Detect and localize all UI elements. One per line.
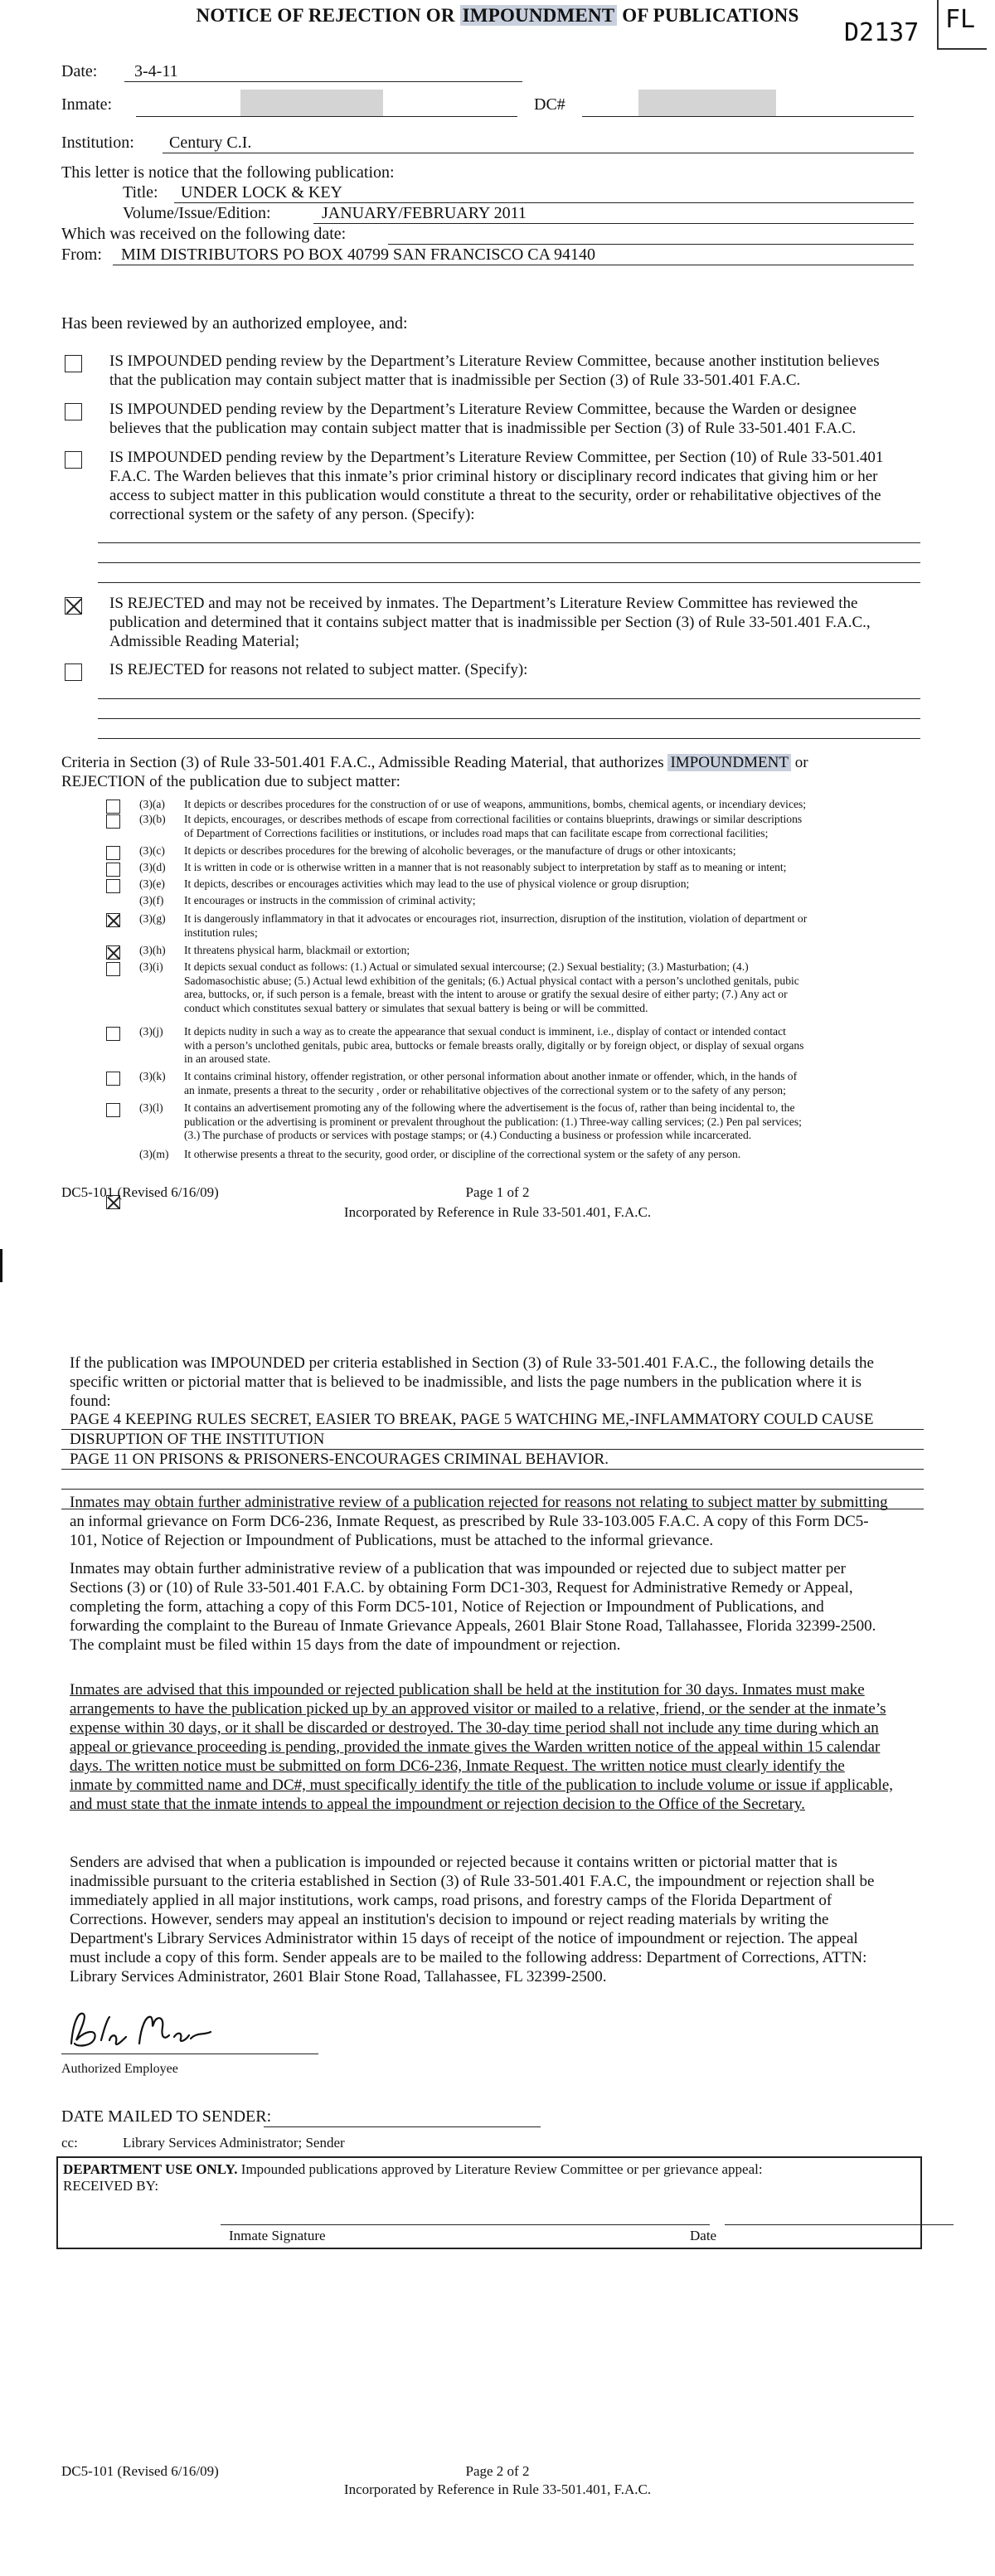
criteria-checkbox-j[interactable] <box>106 1027 120 1041</box>
from-value: MIM DISTRIBUTORS PO BOX 40799 SAN FRANCISCO CA 94140 <box>121 245 595 264</box>
criteria-highlight: IMPOUNDMENT <box>667 754 791 771</box>
criteria-checkbox-d[interactable] <box>106 863 120 877</box>
criteria-checkbox-a[interactable] <box>106 800 120 814</box>
pub-title-label: Title: <box>123 183 158 202</box>
criteria-code-g: (3)(g) <box>139 912 166 925</box>
specify-line-5 <box>98 718 920 719</box>
criteria-text-j: It depicts nudity in such a way as to create the appearance that sexual conduct is imminent, i.e., display of contact or intended contact with a person’s unclothed genitals, pubic area, buttocks or female breasts orally, digitally or by foreign object, or display of sexual organs in an aroused state. <box>184 1025 804 1065</box>
criteria-text-m: It otherwise presents a threat to the security, good order, or discipline of the correctional system or the safety of any person. <box>184 1148 741 1160</box>
page-number-1: Page 1 of 2 <box>465 1184 530 1200</box>
incorporated-note-1: Incorporated by Reference in Rule 33-501.401, F.A.C. <box>343 1204 652 1220</box>
institution-value: Century C.I. <box>169 134 252 152</box>
specify-line-4 <box>98 698 920 699</box>
received-by-label: RECEIVED BY: <box>63 2178 159 2194</box>
department-use-heading: DEPARTMENT USE ONLY. Impounded publications approved by Literature Review Committee or per grievance appeal: <box>63 2161 763 2177</box>
specify-line-6 <box>98 738 920 739</box>
from-label: From: <box>61 245 102 264</box>
received-date-line-box[interactable] <box>725 2224 954 2225</box>
inmate-signature-label: Inmate Signature <box>229 2228 326 2243</box>
form-number-2: DC5-101 (Revised 6/16/09) <box>61 2463 219 2479</box>
date-mailed-line <box>264 2126 541 2127</box>
criteria-checkbox-f-checked[interactable] <box>106 913 120 927</box>
dc-label: DC# <box>534 95 565 114</box>
date-label: Date: <box>61 62 98 80</box>
criteria-text-i: It depicts sexual conduct as follows: (1.) Actual or simulated sexual intercourse; (2.) Sexual bestiality; (3.) Masturbation; (4.) Sadomasochistic abuse; (5.) Actual lewd exhibition of the genitals; (6.) Actual physical contact with a person’s unclothed genitals, pubic area, buttocks, or, if such person is a female, breast with the intent to arouse or gratify the sexual desire of either party; (7.) Any act or conduct which constitutes sexual battery or simulates that sexual battery is being or will be committed. <box>184 960 799 1014</box>
institution-label: Institution: <box>61 134 134 152</box>
intro-line: This letter is notice that the following publication: <box>61 163 395 182</box>
pub-title-value: UNDER LOCK & KEY <box>181 183 342 202</box>
criteria-code-k: (3)(k) <box>139 1070 166 1082</box>
inmate-name-redaction <box>240 90 383 116</box>
option-checkbox-3[interactable] <box>65 451 82 469</box>
department-use-box <box>56 2156 922 2249</box>
incorporated-note-2: Incorporated by Reference in Rule 33-501.401, F.A.C. <box>343 2481 652 2497</box>
form-number-1: DC5-101 (Revised 6/16/09) <box>61 1184 219 1200</box>
volume-label: Volume/Issue/Edition: <box>123 204 271 222</box>
option-checkbox-1[interactable] <box>65 355 82 372</box>
administrative-review-paragraph-1: Inmates may obtain further administrative review of a publication rejected for reasons not relating to subject matter by submitting an informal grievance on Form DC6-236, Inmate Request, as prescribed by Rule 33-103.005 F.A.C. A copy of this Form DC5- 101, Notice of Rejection or Impoundment of Publications, must be attached to the informal grievance. <box>70 1494 888 1549</box>
criteria-checkbox-l[interactable] <box>106 1103 120 1117</box>
criteria-code-f: (3)(f) <box>139 894 164 906</box>
details-intro: If the publication was IMPOUNDED per criteria established in Section (3) of Rule 33-501.401 F.A.C., the following details the specific written or pictorial matter that is believed to be inadmissible, and lists the page numbers in the publication where it is found: <box>70 1354 874 1410</box>
criteria-code-l: (3)(l) <box>139 1101 163 1114</box>
criteria-code-d: (3)(d) <box>139 861 166 873</box>
criteria-code-e: (3)(e) <box>139 877 165 890</box>
cc-value: Library Services Administrator; Sender <box>123 2135 345 2151</box>
criteria-text-h: It threatens physical harm, blackmail or extortion; <box>184 944 410 956</box>
criteria-checkbox-i[interactable] <box>106 962 120 976</box>
criteria-code-j: (3)(j) <box>139 1025 163 1038</box>
sender-appeal-paragraph: Senders are advised that when a publication is impounded or rejected because it contains written or pictorial matter that is inadmissible pursuant to the criteria established in Section (3) of Rule 33-501.401 F.A.C, the impoundment or rejection shall be immediately applied in all major institutions, work camps, road prisons, and forestry camps of the Florida Department of Corrections. However, senders may appeal an institution's decision to impound or reject reading materials by writing the Department's Library Services Administrator within 15 days of receipt of the notice of impoundment or rejection. The appeal must include a copy of this form. Sender appeals are to be mailed to the following address: Department of Corrections, ATTN: Library Services Administrator, 2601 Blair Stone Road, Tallahassee, FL 32399-2500. <box>70 1854 875 1985</box>
criteria-code-a: (3)(a) <box>139 798 165 810</box>
criteria-text-k: It contains criminal history, offender registration, or other personal information about another inmate or offender, which, in the hands of an inmate, presents a threat to the security , order or rehabilitative objectives of the correctional system or to the safety of any person; <box>184 1070 798 1096</box>
specify-line-2 <box>98 562 920 563</box>
criteria-code-i: (3)(i) <box>139 960 163 973</box>
state-stamp: FL <box>937 0 987 50</box>
inmate-label: Inmate: <box>61 95 113 114</box>
page-break-mark <box>0 1249 2 1282</box>
date-value: 3-4-11 <box>134 62 178 80</box>
dc-line <box>582 116 914 117</box>
option-checkbox-2[interactable] <box>65 403 82 420</box>
details-lines: PAGE 4 KEEPING RULES SECRET, EASIER TO BREAK, PAGE 5 WATCHING ME,-INFLAMMATORY COULD CAUSE DISRUPTION OF THE INSTITUTION PAGE 11 ON PRISONS & PRISONERS-ENCOURAGES CRIMINAL BEHAVIOR. <box>61 1410 924 1509</box>
page-title: NOTICE OF REJECTION OR IMPOUNDMENT OF PUBLICATIONS <box>196 5 799 26</box>
criteria-code-c: (3)(c) <box>139 844 165 857</box>
inmate-line <box>136 116 517 117</box>
option-text-3: IS IMPOUNDED pending review by the Department’s Literature Review Committee, per Section (10) of Rule 33-501.401 F.A.C. The Warden believes that this inmate’s prior criminal history or disciplinary record indicates that giving him or her access to subject matter in this publication would constitute a threat to the security, order or rehabilitative objectives of the correctional system or the safety of any person. (Specify): <box>109 449 884 523</box>
criteria-text-l: It contains an advertisement promoting any of the following where the advertisement is the focus of, rather than being incidental to, the publication or the advertising is prominent or prevalent throughout the publication: (1.) Three-way calling services; (2.) Pen pal services; (3.) The purchase of products or services with postage stamps; or (4.) Conducting a business or profession while incarcerated. <box>184 1101 802 1141</box>
specify-line-1 <box>98 542 920 543</box>
option-text-4: IS REJECTED and may not be received by inmates. The Department’s Literature Review Committee has reviewed the publication and determined that it contains subject matter that is inadmissible per Section (3) of Rule 33-501.401 F.A.C., Admissible Reading Material; <box>109 595 871 650</box>
criteria-code-h: (3)(h) <box>139 944 166 956</box>
date-mailed-label: DATE MAILED TO SENDER: <box>61 2107 272 2126</box>
criteria-text-f: It encourages or instructs in the commission of criminal activity; <box>184 894 476 906</box>
pub-title-line <box>174 202 914 203</box>
criteria-text-c: It depicts or describes procedures for the brewing of alcoholic beverages, or the manufacture of drugs or other intoxicants; <box>184 844 736 857</box>
criteria-text-b: It depicts, encourages, or describes methods of escape from correctional facilities or contains blueprints, drawings or similar descriptions of Department of Corrections facilities or institutions, or includes road maps that can facilitate escape from correctional facilities; <box>184 813 803 839</box>
option-text-1: IS IMPOUNDED pending review by the Department’s Literature Review Committee, because another institution believes that the publication may contain subject matter that is inadmissible per Section (3) of Rule 33-501.401 F.A.C. <box>109 352 880 389</box>
criteria-checkbox-b[interactable] <box>106 814 120 829</box>
criteria-heading: Criteria in Section (3) of Rule 33-501.401 F.A.C., Admissible Reading Material, that authorizes IMPOUNDMENT or REJECTION of the publication due to subject matter: <box>61 754 808 790</box>
option-text-5: IS REJECTED for reasons not related to subject matter. (Specify): <box>109 661 528 678</box>
title-highlight: IMPOUNDMENT <box>460 5 618 26</box>
cc-label: cc: <box>61 2135 78 2151</box>
holding-period-paragraph: Inmates are advised that this impounded or rejected publication shall be held at the institution for 30 days. Inmates must make arrangements to have the publication picked up by an approved visitor or mailed to a relative, friend, or the sender at the inmate’s expense within 30 days, or it shall be discarded or destroyed. The 30-day time period shall not include any time during which an appeal or grievance proceeding is pending, provided the inmate gives the Warden written notice of the appeal within 15 calendar days. The written notice must be submitted on form DC6-236, Inmate Request. The written notice must clearly identify the inmate by committed name and DC#, must specifically identify the title of the publication to include volume or issue if applicable, and must state that the inmate intends to appeal the impoundment or rejection decision to the Office of the Secretary. <box>70 1681 894 1813</box>
volume-value: JANUARY/FEBRUARY 2011 <box>322 204 527 222</box>
criteria-text-e: It depicts, describes or encourages activities which may lead to the use of physical violence or group disruption; <box>184 877 690 890</box>
received-line: Which was received on the following date: <box>61 225 347 243</box>
criteria-checkbox-k[interactable] <box>106 1072 120 1086</box>
reviewed-line: Has been reviewed by an authorized employee, and: <box>61 314 408 333</box>
date-column-label: Date <box>690 2228 717 2243</box>
criteria-checkbox-h[interactable] <box>106 945 120 960</box>
criteria-code-b: (3)(b) <box>139 813 166 825</box>
dc-number-redaction <box>638 90 776 116</box>
authorized-employee-label: Authorized Employee <box>61 2062 178 2076</box>
volume-line <box>313 223 914 224</box>
option-checkbox-5[interactable] <box>65 663 82 681</box>
document-id: D2137 <box>844 18 920 47</box>
criteria-checkbox-e[interactable] <box>106 879 120 893</box>
criteria-code-m: (3)(m) <box>139 1148 169 1160</box>
criteria-text-d: It is written in code or is otherwise written in a manner that is not reasonably subject to interpretation by staff as to meaning or intent; <box>184 861 787 873</box>
option-text-2: IS IMPOUNDED pending review by the Department’s Literature Review Committee, because the Warden or designee believes that the publication may contain subject matter that is inadmissible per Section (3) of Rule 33-501.401 F.A.C. <box>109 401 857 437</box>
criteria-checkbox-c[interactable] <box>106 846 120 860</box>
page-number-2: Page 2 of 2 <box>465 2463 530 2479</box>
option-checkbox-4-checked[interactable] <box>65 597 82 615</box>
criteria-text-g: It is dangerously inflammatory in that it advocates or encourages riot, insurrection, disruption of the institution, violation of department or institution rules; <box>184 912 808 939</box>
administrative-review-paragraph-2: Inmates may obtain further administrative review of a publication that was impounded or rejected due to subject matter per Sections (3) or (10) of Rule 33-501.401 F.A.C. by obtaining Form DC1-303, Request for Administrative Remedy or Appeal, completing the form, attaching a copy of this Form DC5-101, Notice of Rejection or Impoundment of Publications, and forwarding the complaint to the Bureau of Inmate Grievance Appeals, 2601 Blair Stone Road, Tallahassee, Florida 32399-2500. The complaint must be filed within 15 days from the date of impoundment or rejection. <box>70 1560 876 1654</box>
criteria-text-a: It depicts or describes procedures for the construction of or use of weapons, ammunitions, bombs, chemical agents, or incendiary devices; <box>184 798 807 810</box>
date-line <box>124 81 522 82</box>
specify-line-3 <box>98 582 920 583</box>
inmate-signature-line[interactable] <box>221 2224 710 2225</box>
